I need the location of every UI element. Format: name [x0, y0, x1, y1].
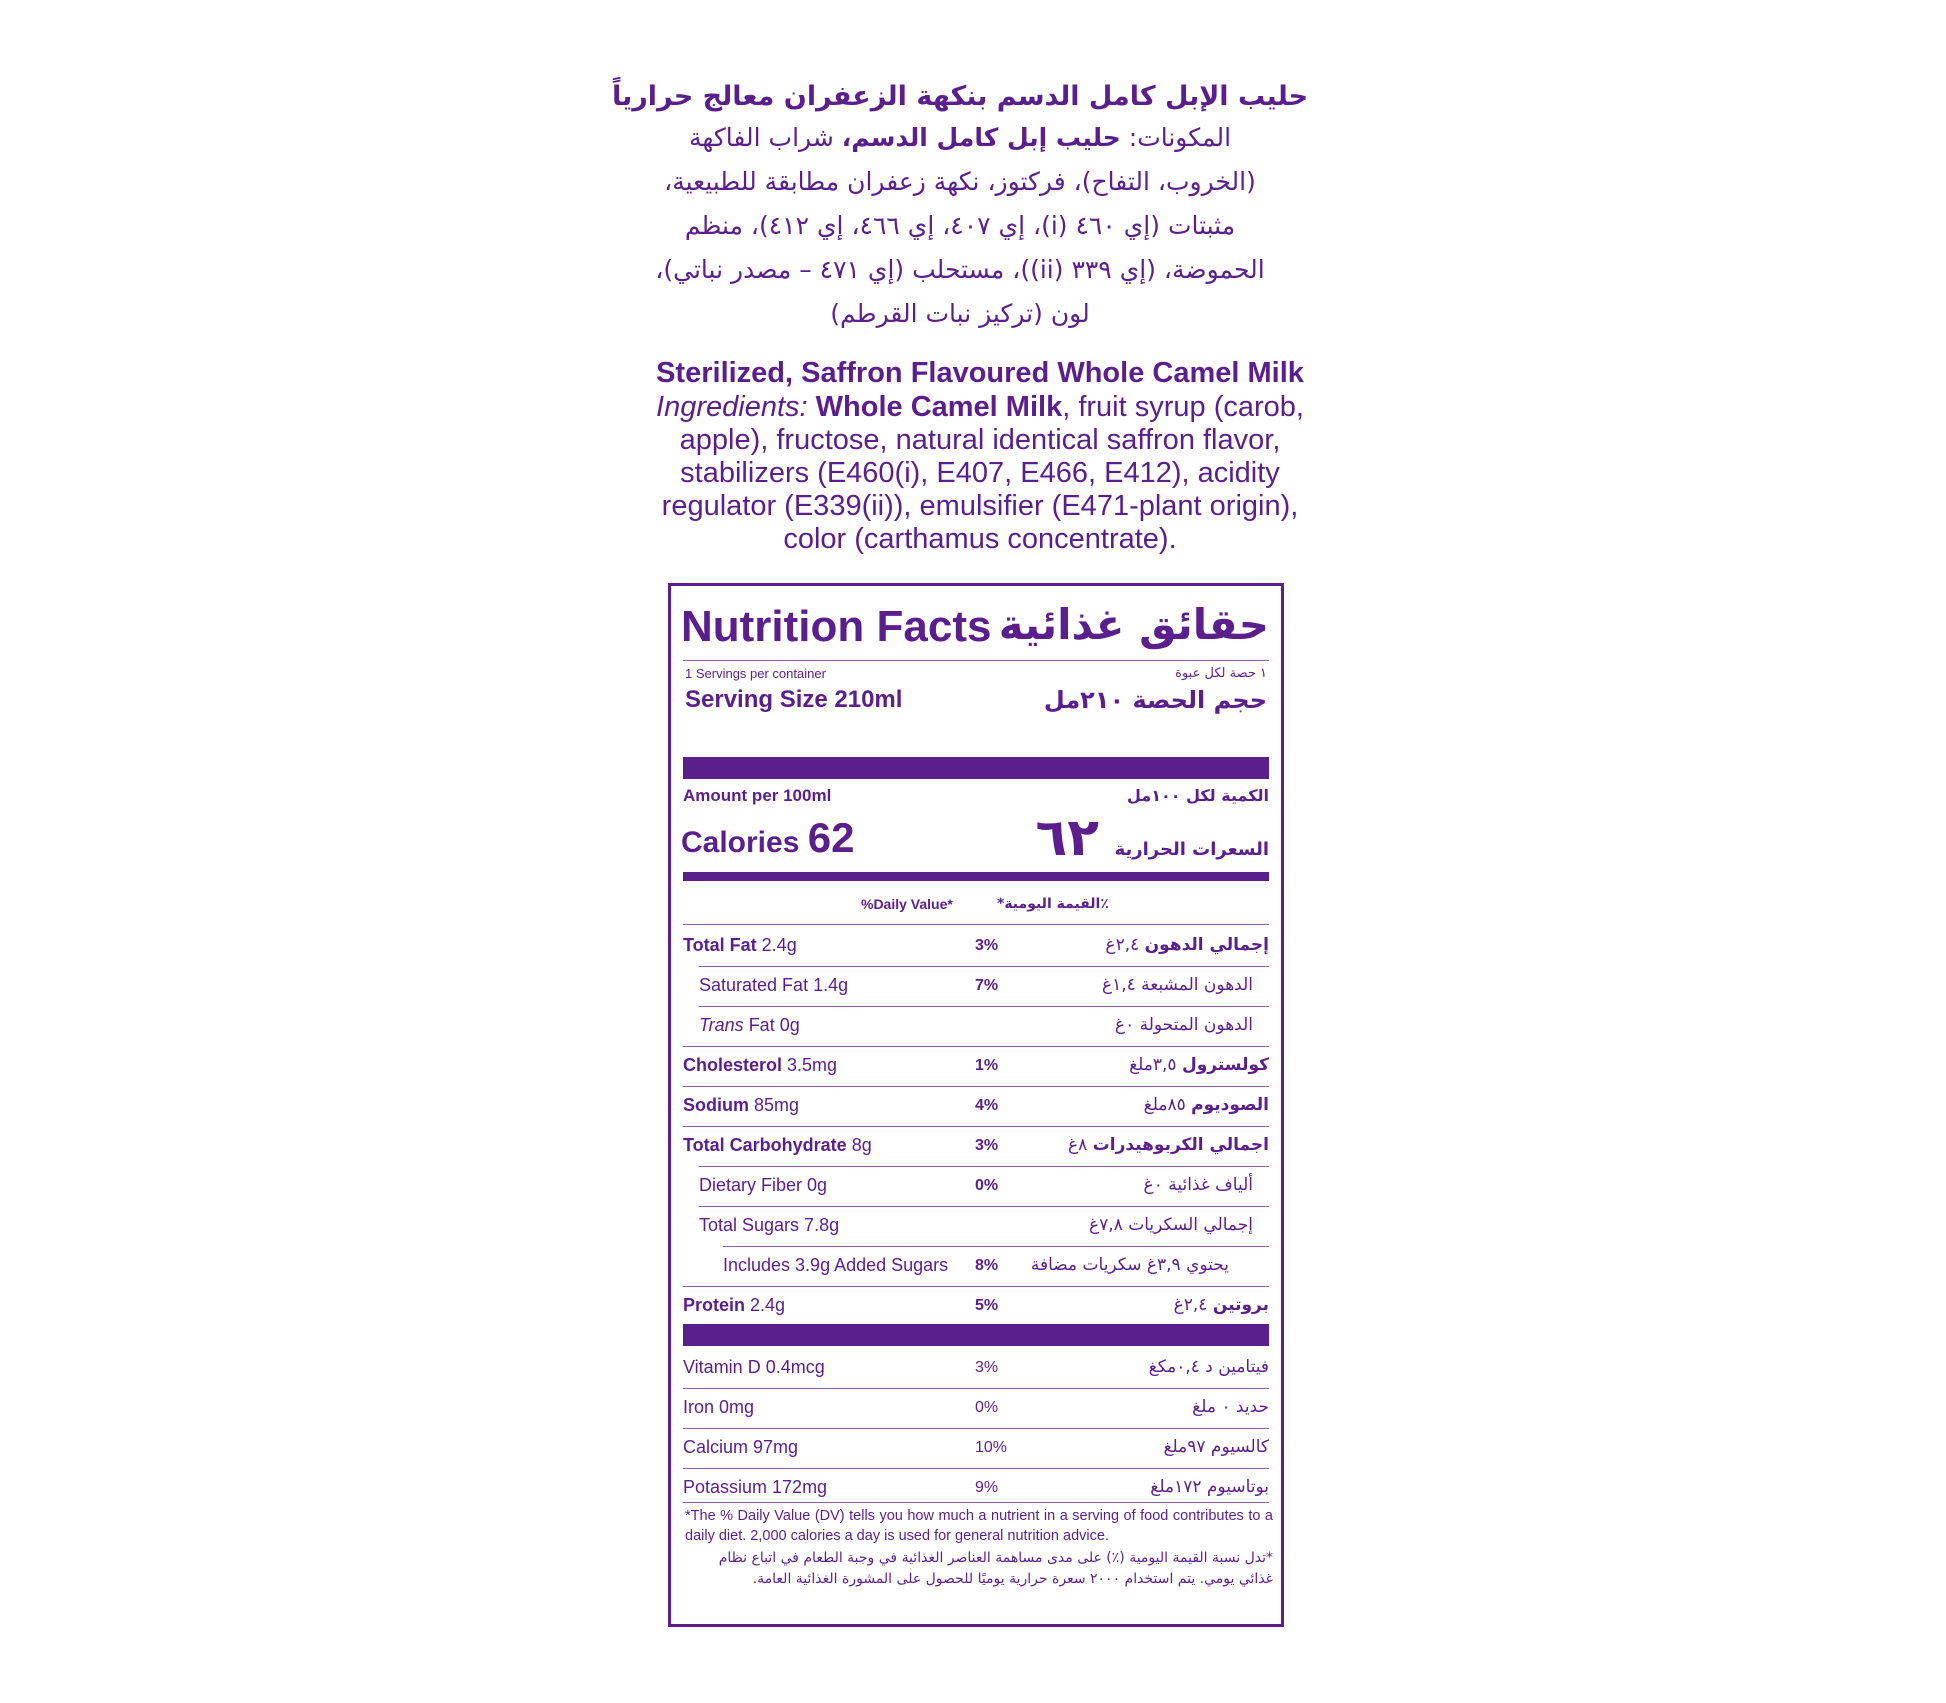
nutrient-label-en: [683, 1055, 837, 1076]
calories-en: [681, 814, 854, 862]
vitamin-label-en: Vitamin D 0.4mcg: [683, 1357, 825, 1377]
vitamin-label-en: Iron 0mg: [683, 1397, 755, 1417]
nutrition-title-ar: حقائق غذائية: [998, 600, 1269, 649]
nutrient-daily-value: 5%: [975, 1297, 999, 1314]
servings-per-container-en: 1 Servings per container: [685, 666, 826, 681]
nutrient-amount-en: Dietary Fiber 0g: [699, 1175, 828, 1195]
daily-value-header-en: %Daily Value*: [861, 896, 953, 912]
nutrient-amount-ar: إجمالي السكريات ٧,٨غ: [1089, 1215, 1253, 1235]
nutrient-amount-en: 2.4g: [756, 935, 797, 955]
nutrient-label-ar: [1115, 1015, 1253, 1035]
nutrient-amount-en: Includes 3.9g Added Sugars: [723, 1255, 949, 1275]
nutrient-row: [683, 1086, 1269, 1126]
arabic-ingredients-line: (الخروب، التفاح)، فركتوز، نكهة زعفران مطابقة للطبيعية،: [664, 167, 1256, 196]
nutrient-daily-value: 8%: [975, 1257, 999, 1274]
nutrient-daily-value: 7%: [975, 977, 999, 994]
nutrient-name-ar: بروتين: [1212, 1295, 1269, 1315]
nutrient-label-ar: [1102, 975, 1253, 995]
nutrient-row: [683, 966, 1269, 1006]
medium-divider: [683, 872, 1269, 881]
nutrient-amount-ar: يحتوي ٣,٩غ سكريات مضافة: [1030, 1255, 1229, 1275]
english-ingredients-main: Whole Camel Milk: [815, 391, 1063, 423]
nutrient-label-ar: [1105, 935, 1269, 955]
nutrient-amount-en: 85mg: [749, 1095, 800, 1115]
vitamin-label-ar: حديد ٠ ملغ: [1192, 1397, 1269, 1417]
nutrient-daily-value: 3%: [975, 1137, 999, 1154]
vitamin-daily-value: 10%: [975, 1439, 1008, 1456]
divider: [683, 1502, 1269, 1503]
nutrient-label-ar: [1089, 1215, 1253, 1235]
serving-size-ar: حجم الحصة ٢١٠مل: [1043, 686, 1267, 714]
nutrient-daily-value: 1%: [975, 1057, 999, 1074]
nutrient-label-ar: [1031, 1255, 1229, 1275]
nutrient-daily-value: 4%: [975, 1097, 999, 1114]
calories-value-ar: ٦٢: [1035, 808, 1099, 868]
nutrient-label-en: [683, 1295, 785, 1316]
nutrient-label-ar: [1129, 1055, 1269, 1075]
vitamin-daily-value: 3%: [975, 1359, 999, 1376]
vitamin-row: [683, 1388, 1269, 1428]
vitamin-row: [683, 1428, 1269, 1468]
nutrient-amount-ar: ٢,٤غ: [1105, 935, 1145, 955]
nutrient-amount-ar: الدهون المتحولة ٠غ: [1114, 1015, 1253, 1035]
nutrient-amount-ar: ألياف غذائية ٠غ: [1143, 1175, 1253, 1195]
english-ingredients-text: , fruit syrup (carob,: [1062, 391, 1304, 423]
english-ingredients-line: apple), fructose, natural identical saffron flavor,: [679, 424, 1281, 456]
nutrient-name-ar: اجمالي الكربوهيدرات: [1092, 1135, 1269, 1155]
nutrient-label-ar: [1144, 1095, 1269, 1115]
nutrient-amount-ar: الدهون المشبعة ١,٤غ: [1101, 975, 1253, 995]
nutrient-label-en: [699, 975, 848, 996]
nutrient-name-ar: الصوديوم: [1191, 1095, 1269, 1115]
serving-size-en: Serving Size 210ml: [685, 686, 903, 713]
footnote-en: *The % Daily Value (DV) tells you how much a nutrient in a serving of food contributes to a daily diet. 2,000 calories a day is used for general nutrition advice.: [685, 1508, 1273, 1544]
divider: [683, 660, 1269, 661]
nutrient-row: [683, 1246, 1269, 1286]
english-ingredients-line: stabilizers (E460(i), E407, E466, E412), acidity: [680, 457, 1280, 489]
nutrition-title-en: Nutrition Facts: [681, 602, 992, 651]
nutrient-amount-ar: ٨غ: [1067, 1135, 1093, 1155]
divider: [683, 924, 1269, 925]
english-product-title: Sterilized, Saffron Flavoured Whole Camel Milk: [656, 357, 1304, 389]
nutrient-label-en: [683, 1135, 872, 1156]
nutrient-amount-en: Saturated Fat 1.4g: [699, 975, 849, 995]
arabic-ingredients-line: مثبتات (إي ٤٦٠ (i)، إي ٤٠٧، إي ٤٦٦، إي ٤١٢)، منظم: [684, 211, 1236, 240]
thick-divider: [683, 1324, 1269, 1346]
calories-value-en: 62: [807, 814, 855, 861]
nutrient-label-en: [699, 1215, 839, 1236]
nutrient-amount-en: 2.4g: [745, 1295, 786, 1315]
vitamin-label-en: Potassium 172mg: [683, 1477, 828, 1497]
nutrient-row: [683, 926, 1269, 966]
arabic-ingredients-prefix: المكونات:: [1128, 123, 1232, 152]
nutrient-label-ar: [1068, 1135, 1269, 1155]
amount-per-ar: الكمية لكل ١٠٠مل: [1127, 786, 1269, 805]
footnote-ar: *تدل نسبة القيمة اليومية (٪) على مدى مساهمة العناصر الغذائية في وجبة الطعام في اتباع نظام غذائي يومي. يتم استخدام ٢٠٠٠ سعرة حرارية يوميًا للحصول على المشورة الغذائية العامة.: [718, 1550, 1273, 1587]
nutrient-name-en: Total Carbohydrate: [683, 1135, 847, 1155]
nutrient-amount-en: 8g: [846, 1135, 872, 1155]
nutrient-row: [683, 1286, 1269, 1326]
nutrient-daily-value: 3%: [975, 937, 999, 954]
english-ingredients-line: regulator (E339(ii)), emulsifier (E471-plant origin),: [661, 490, 1299, 522]
arabic-ingredients-line: لون (تركيز نبات القرطم): [830, 299, 1090, 328]
thick-divider: [683, 757, 1269, 779]
vitamin-label-ar: كالسيوم ٩٧ملغ: [1163, 1437, 1269, 1457]
vitamin-label-en: Calcium 97mg: [683, 1437, 799, 1457]
nutrient-amount-en: 3.5mg: [782, 1055, 838, 1075]
nutrition-facts-panel: [668, 583, 1284, 1627]
nutrient-row: [683, 1206, 1269, 1246]
nutrient-name-en: Cholesterol: [683, 1055, 783, 1075]
nutrient-name-en: Protein: [683, 1295, 746, 1315]
nutrient-row: [683, 1126, 1269, 1166]
nutrient-label-en: [723, 1255, 948, 1276]
arabic-ingredients-main: حليب إبل كامل الدسم،: [841, 123, 1121, 152]
daily-value-header-ar: ٪القيمة اليومية*: [997, 896, 1109, 912]
nutrient-amount-en: Total Sugars 7.8g: [699, 1215, 840, 1235]
nutrient-label-ar: [1144, 1175, 1253, 1195]
nutrient-name-en: Sodium: [683, 1095, 749, 1115]
arabic-ingredients-line: الحموضة، (إي ٣٣٩ (ii))، مستحلب (إي ٤٧١ – مصدر نباتي)،: [655, 255, 1265, 284]
calories-ar: [1036, 808, 1270, 868]
servings-per-container-ar: ١ حصة لكل عبوة: [1175, 666, 1267, 681]
arabic-ingredients-text: شراب الفاكهة: [688, 123, 834, 152]
arabic-ingredients-block: [600, 78, 1320, 336]
arabic-product-title: حليب الإبل كامل الدسم بنكهة الزعفران معالج حرارياً: [611, 81, 1309, 112]
nutrient-row: [683, 1166, 1269, 1206]
nutrient-label-ar: [1174, 1295, 1269, 1315]
nutrient-label-en: [699, 1015, 800, 1036]
nutrient-name-en: Total Fat: [683, 935, 757, 955]
nutrient-label-en: [699, 1175, 827, 1196]
nutrient-row: [683, 1046, 1269, 1086]
nutrient-label-en: [683, 935, 797, 956]
english-ingredients-block: [640, 355, 1320, 556]
vitamin-daily-value: 9%: [975, 1479, 999, 1496]
nutrient-amount-ar: ٣,٥ملغ: [1129, 1055, 1182, 1075]
calories-label-ar: السعرات الحرارية: [1114, 839, 1269, 860]
vitamin-label-ar: بوتاسيوم ١٧٢ملغ: [1150, 1477, 1269, 1497]
nutrient-amount-ar: ٢,٤غ: [1173, 1295, 1213, 1315]
calories-label-en: Calories: [681, 826, 800, 859]
english-ingredients-line: [640, 391, 1320, 424]
vitamin-label-ar: فيتامين د ٠,٤مكغ: [1148, 1357, 1269, 1377]
amount-per-en: Amount per 100ml: [683, 786, 832, 805]
arabic-ingredients-line: [600, 116, 1320, 160]
english-ingredients-line: color (carthamus concentrate).: [783, 523, 1177, 555]
nutrient-label-en: [683, 1095, 799, 1116]
nutrient-daily-value: 0%: [975, 1177, 999, 1194]
nutrient-name-ar: كولسترول: [1181, 1055, 1269, 1075]
vitamin-daily-value: 0%: [975, 1399, 999, 1416]
nutrient-row: [683, 1006, 1269, 1046]
nutrient-amount-en: Trans Fat 0g: [699, 1015, 800, 1035]
english-ingredients-prefix: Ingredients:: [656, 391, 808, 423]
vitamin-row: [683, 1348, 1269, 1388]
nutrient-amount-ar: ٨٥ملغ: [1143, 1095, 1192, 1115]
nutrient-name-ar: إجمالي الدهون: [1144, 935, 1269, 955]
